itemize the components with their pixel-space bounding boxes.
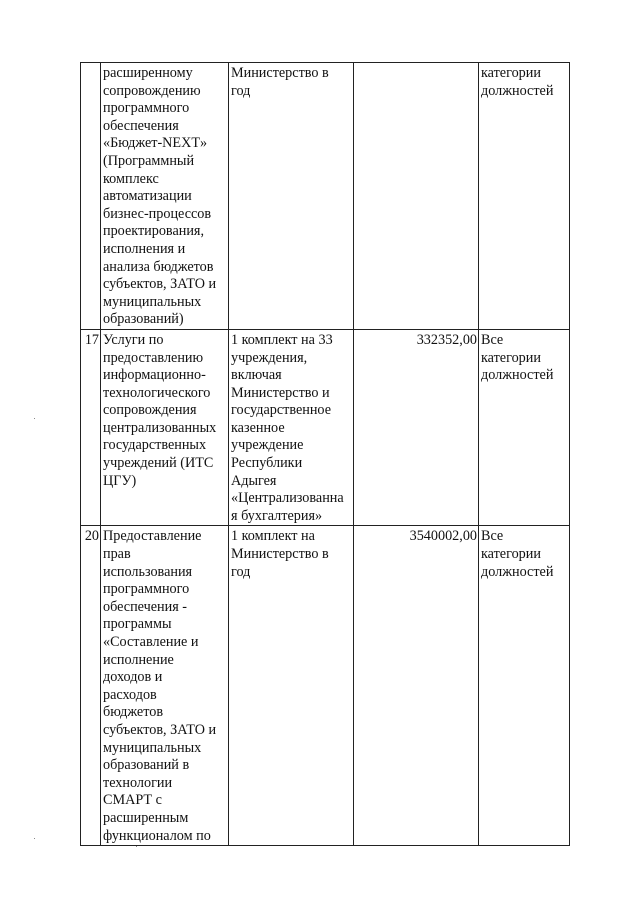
service-name-cell: Услуги по предоставлению информационно- технологического сопровождения централизованных государственных учреждений (ИТС ЦГУ) (101, 329, 229, 526)
price-cell: 3540002,00 (354, 526, 479, 846)
row-number-cell: 20 (81, 526, 101, 846)
table-row (81, 329, 570, 526)
row-number-cell (81, 63, 101, 330)
row-number-cell: 17 (81, 329, 101, 526)
price-cell (354, 63, 479, 330)
table-row (81, 63, 570, 330)
category-cell: категории должностей (479, 63, 570, 330)
category-cell: Все категории должностей (479, 329, 570, 526)
scan-speck (34, 418, 35, 419)
category-cell: Все категории должностей (479, 526, 570, 846)
services-table (80, 62, 570, 846)
scan-speck (34, 838, 35, 839)
quantity-cell: 1 комплект на 33 учреждения, включая Министерство и государственное казенное учреждение Республики Адыгея «Централизованна я бухгалтерия» (229, 329, 354, 526)
table-row (81, 526, 570, 846)
price-cell: 332352,00 (354, 329, 479, 526)
scan-speck (136, 846, 137, 847)
service-name-cell: расширенному сопровождению программного обеспечения «Бюджет-NEXT» (Программный комплекс автоматизации бизнес-процессов проектирования, исполнения и анализа бюджетов субъектов, ЗАТО и муниципальных образований) (101, 63, 229, 330)
quantity-cell: Министерство в год (229, 63, 354, 330)
quantity-cell: 1 комплект на Министерство в год (229, 526, 354, 846)
service-name-cell: Предоставление прав использования программного обеспечения - программы «Составление и исполнение доходов и расходов бюджетов субъектов, ЗАТО и муниципальных образований в технологии СМАРТ с расширенным функционалом по (101, 526, 229, 846)
